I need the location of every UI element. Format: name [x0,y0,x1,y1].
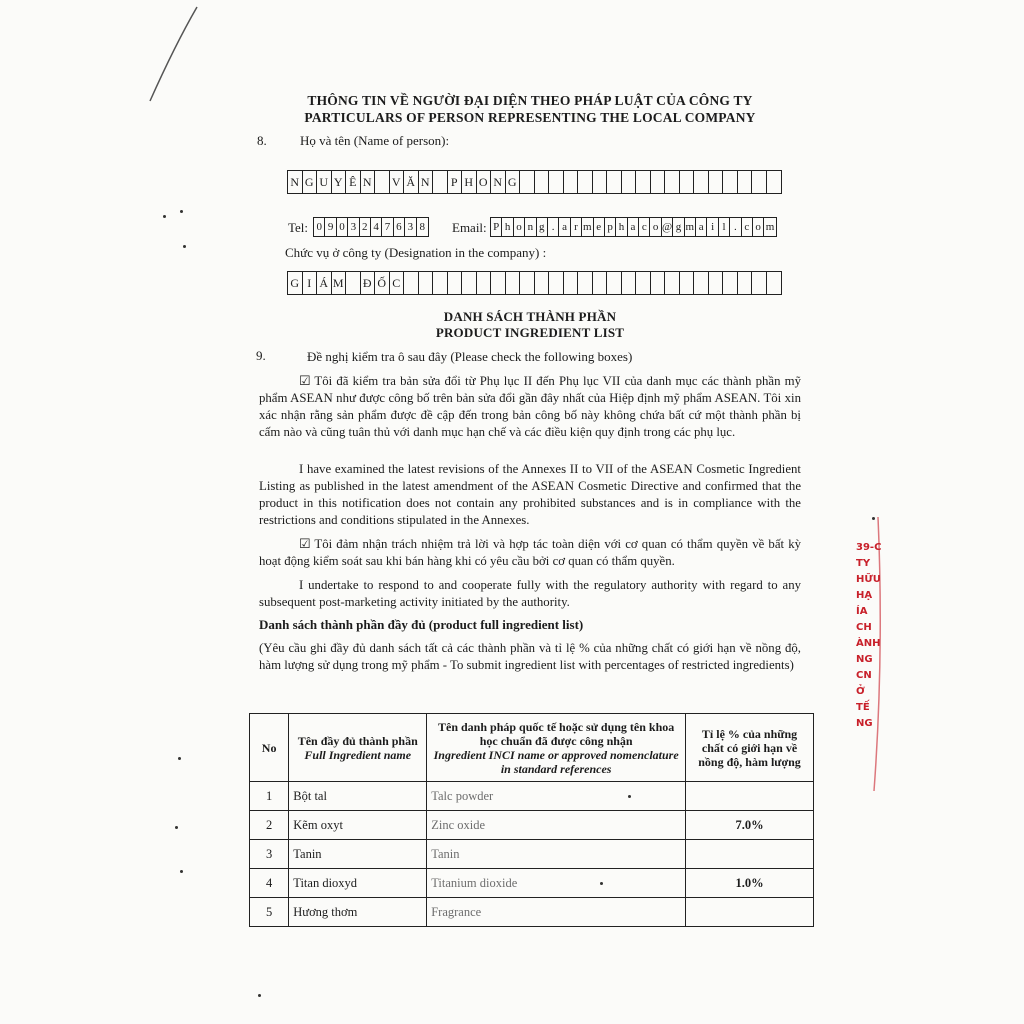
email-char: a [696,218,707,236]
designation-char [433,272,448,294]
name-char [694,171,709,193]
name-char [593,171,608,193]
section-8-number: 8. [257,133,267,148]
designation-char [448,272,463,294]
ingredient-title-en: PRODUCT INGREDIENT LIST [435,325,625,340]
checkbox-2-vi: ☑ Tôi đảm nhận trách nhiệm trả lời và hợp tác toàn diện với cơ quan có thẩm quyền về bất kỳ hoạt động kiểm soát sau khi bán hàng khi có yêu cầu bởi cơ quan có thẩm quyền. [259,537,801,568]
cell-percent: 7.0% [686,811,814,840]
cell-percent [686,782,814,811]
checkbox-2-en: I undertake to respond to and cooperate fully with the regulatory authority with regard to any subsequent post-marketing activity initiated by the authority. [259,578,801,609]
name-char [520,171,535,193]
email-char: a [628,218,639,236]
cell-inci: Titanium dioxide [427,869,686,898]
cell-inci: Zinc oxide [427,811,686,840]
email-char: . [548,218,559,236]
pen-mark [145,5,205,105]
cell-name: Kẽm oxyt [289,811,427,840]
header-inci-en: Ingredient INCI name or approved nomenclature in standard references [433,747,679,776]
email-field [490,217,777,237]
name-char [665,171,680,193]
table-row [250,898,814,927]
header-percent: Tỉ lệ % của những chất có giới hạn về nồng độ, hàm lượng [686,714,814,782]
cell-percent [686,840,814,869]
designation-char [607,272,622,294]
name-char: Ê [346,171,361,193]
name-field [287,170,782,194]
name-label: Họ và tên (Name of person): [300,133,450,148]
tel-char: 0 [314,218,325,236]
section-9-intro: Đề nghị kiểm tra ô sau đây (Please check the following boxes) [307,349,633,364]
stamp-line: ÍA CH [856,606,872,633]
email-char: n [525,218,536,236]
name-char [636,171,651,193]
ingredient-title-vi: DANH SÁCH THÀNH PHẦN [443,309,617,324]
cell-inci: Talc powder [427,782,686,811]
name-char [578,171,593,193]
speck [180,210,183,213]
designation-char [506,272,521,294]
designation-char [738,272,753,294]
email-char: m [685,218,696,236]
designation-char: Á [317,272,332,294]
name-char [723,171,738,193]
email-label: Email: [452,220,487,235]
email-char: m [765,221,775,233]
tel-char: 7 [382,218,393,236]
tel-char: 6 [394,218,405,236]
tel-char: 2 [360,218,371,236]
stamp-line: ÀNH [856,638,881,649]
speck [600,882,603,885]
name-char [622,171,637,193]
email-char: h [502,218,513,236]
cell-inci: Tanin [427,840,686,869]
designation-char [723,272,738,294]
table-row [250,782,814,811]
designation-char [767,272,782,294]
checkbox-1-vi: ☑ Tôi đã kiểm tra bản sửa đổi từ Phụ lục II đến Phụ lục VII của danh mục các thành phần mỹ phẩm ASEAN như được công bố trên bản sửa đổi gần đây nhất của Hiệp định mỹ phẩm ASEAN. Tôi xin xác nhận rằng sản phẩm được đề cập đến trong bản công bố này không chứa bất cứ một thành phần bị cấm nào và cũng tuân thủ với danh mục hạn chế và các điều kiện quy định trong các phụ lục. [259,374,801,439]
designation-char [709,272,724,294]
name-char: P [448,171,463,193]
cell-no: 2 [250,811,289,840]
speck [872,517,875,520]
name-char [535,171,550,193]
speck [258,994,261,997]
email-char: a [559,218,570,236]
cell-inci: Fragrance [427,898,686,927]
header-no: No [250,714,289,782]
speck [163,215,166,218]
name-char: N [288,171,303,193]
email-char: c [742,218,753,236]
designation-char [665,272,680,294]
stamp-line: 39-C [856,542,882,553]
email-char: g [673,218,684,236]
email-char: . [730,218,741,236]
tel-char: 3 [348,218,359,236]
email-char: c [639,218,650,236]
designation-char: Đ [361,272,376,294]
cell-name: Tanin [289,840,427,869]
name-char: N [419,171,434,193]
designation-char [404,272,419,294]
name-char [680,171,695,193]
speck [183,245,186,248]
name-char [738,171,753,193]
table-header-row [250,714,814,782]
designation-char [346,272,361,294]
designation-char [564,272,579,294]
email-char: o [514,218,525,236]
full-list-note: (Yêu cầu ghi đầy đủ danh sách tất cả các thành phần và tỉ lệ % của những chất có giới hạn về nồng độ, hàm lượng sử dụng trong mỹ phẩm - To submit ingredient list with percentages of restricted ingredients) [259,641,801,672]
name-char [752,171,767,193]
designation-char: C [390,272,405,294]
tel-char: 0 [337,218,348,236]
designation-char [651,272,666,294]
email-char: o [650,218,661,236]
title-vi: THÔNG TIN VỀ NGƯỜI ĐẠI DIỆN THEO PHÁP LUẬT CỦA CÔNG TY [307,93,753,108]
email-char: l [719,218,730,236]
name-char: G [303,171,318,193]
tel-label: Tel: [288,220,309,235]
email-char: g [537,218,548,236]
designation-char [593,272,608,294]
name-char: N [491,171,506,193]
designation-char [636,272,651,294]
name-char [564,171,579,193]
name-char [607,171,622,193]
name-char: Ă [404,171,419,193]
tel-field [313,217,429,237]
tel-char: 3 [405,218,416,236]
stamp-arc [852,515,892,795]
header-full-name [289,714,427,782]
table-row [250,811,814,840]
stamp-line: NG [856,718,873,729]
header-inci-vi: Tên danh pháp quốc tế hoặc sử dụng tên khoa học chuẩn đã được công nhận [438,719,675,748]
cell-percent [686,898,814,927]
email-char: i [707,218,718,236]
designation-field [287,271,782,295]
name-char [549,171,564,193]
table-row [250,840,814,869]
designation-char: I [303,272,318,294]
designation-char [491,272,506,294]
designation-char [578,272,593,294]
cell-no: 4 [250,869,289,898]
designation-char: M [332,272,347,294]
section-9-number: 9. [256,348,266,363]
tel-char: 4 [371,218,382,236]
email-char: m [582,218,593,236]
stamp-line: CN [856,670,872,681]
stamp-line: NG [856,654,873,665]
designation-char [752,272,767,294]
email-char: p [605,218,616,236]
name-char: H [462,171,477,193]
speck [180,870,183,873]
header-inci [427,714,686,782]
designation-char [462,272,477,294]
designation-char [622,272,637,294]
full-list-title: Danh sách thành phần đầy đủ (product full ingredient list) [259,617,584,632]
cell-percent: 1.0% [686,869,814,898]
name-char [433,171,448,193]
table-row [250,869,814,898]
name-char [767,171,782,193]
name-char: U [317,171,332,193]
email-char: h [616,218,627,236]
cell-no: 1 [250,782,289,811]
stamp-line: HỮU HẠ [856,574,881,601]
designation-char [419,272,434,294]
designation-char [694,272,709,294]
cell-no: 3 [250,840,289,869]
cell-name: Bột tal [289,782,427,811]
name-char: O [477,171,492,193]
email-char: o [753,218,764,236]
ingredient-table [249,713,814,927]
speck [175,826,178,829]
speck [628,795,631,798]
name-char [709,171,724,193]
cell-name: Hương thơm [289,898,427,927]
name-char: V [390,171,405,193]
designation-char: Ố [375,272,390,294]
email-char: e [594,218,605,236]
designation-label: Chức vụ ở công ty (Designation in the company) : [285,245,547,260]
tel-char: 9 [325,218,336,236]
designation-char [549,272,564,294]
title-en: PARTICULARS OF PERSON REPRESENTING THE LOCAL COMPANY [304,110,756,125]
stamp-line: TY [856,558,871,569]
stamp-line: Ở [856,686,865,697]
email-char: @ [662,218,673,236]
stamp-line: TẾ [856,702,870,713]
name-char [375,171,390,193]
checkbox-1-en: I have examined the latest revisions of the Annexes II to VII of the ASEAN Cosmetic Ingredient Listing as published in the latest amendment of the ASEAN Cosmetic Directive and confirmed that the product in this notification does not contain any prohibited substances and is in compliance with the restrictions and conditions stipulated in the Annexes. [259,462,801,527]
speck [178,757,181,760]
header-full-name-en: Full Ingredient name [304,747,412,762]
name-char [651,171,666,193]
tel-char: 8 [419,221,425,233]
designation-char [520,272,535,294]
email-char: r [571,218,582,236]
cell-name: Titan dioxyd [289,869,427,898]
designation-char [477,272,492,294]
designation-char: G [288,272,303,294]
name-char: N [361,171,376,193]
name-char: G [506,171,521,193]
name-char: Y [332,171,347,193]
email-char: P [491,218,502,236]
designation-char [680,272,695,294]
header-full-name-vi: Tên đầy đủ thành phần [297,733,418,748]
designation-char [535,272,550,294]
cell-no: 5 [250,898,289,927]
